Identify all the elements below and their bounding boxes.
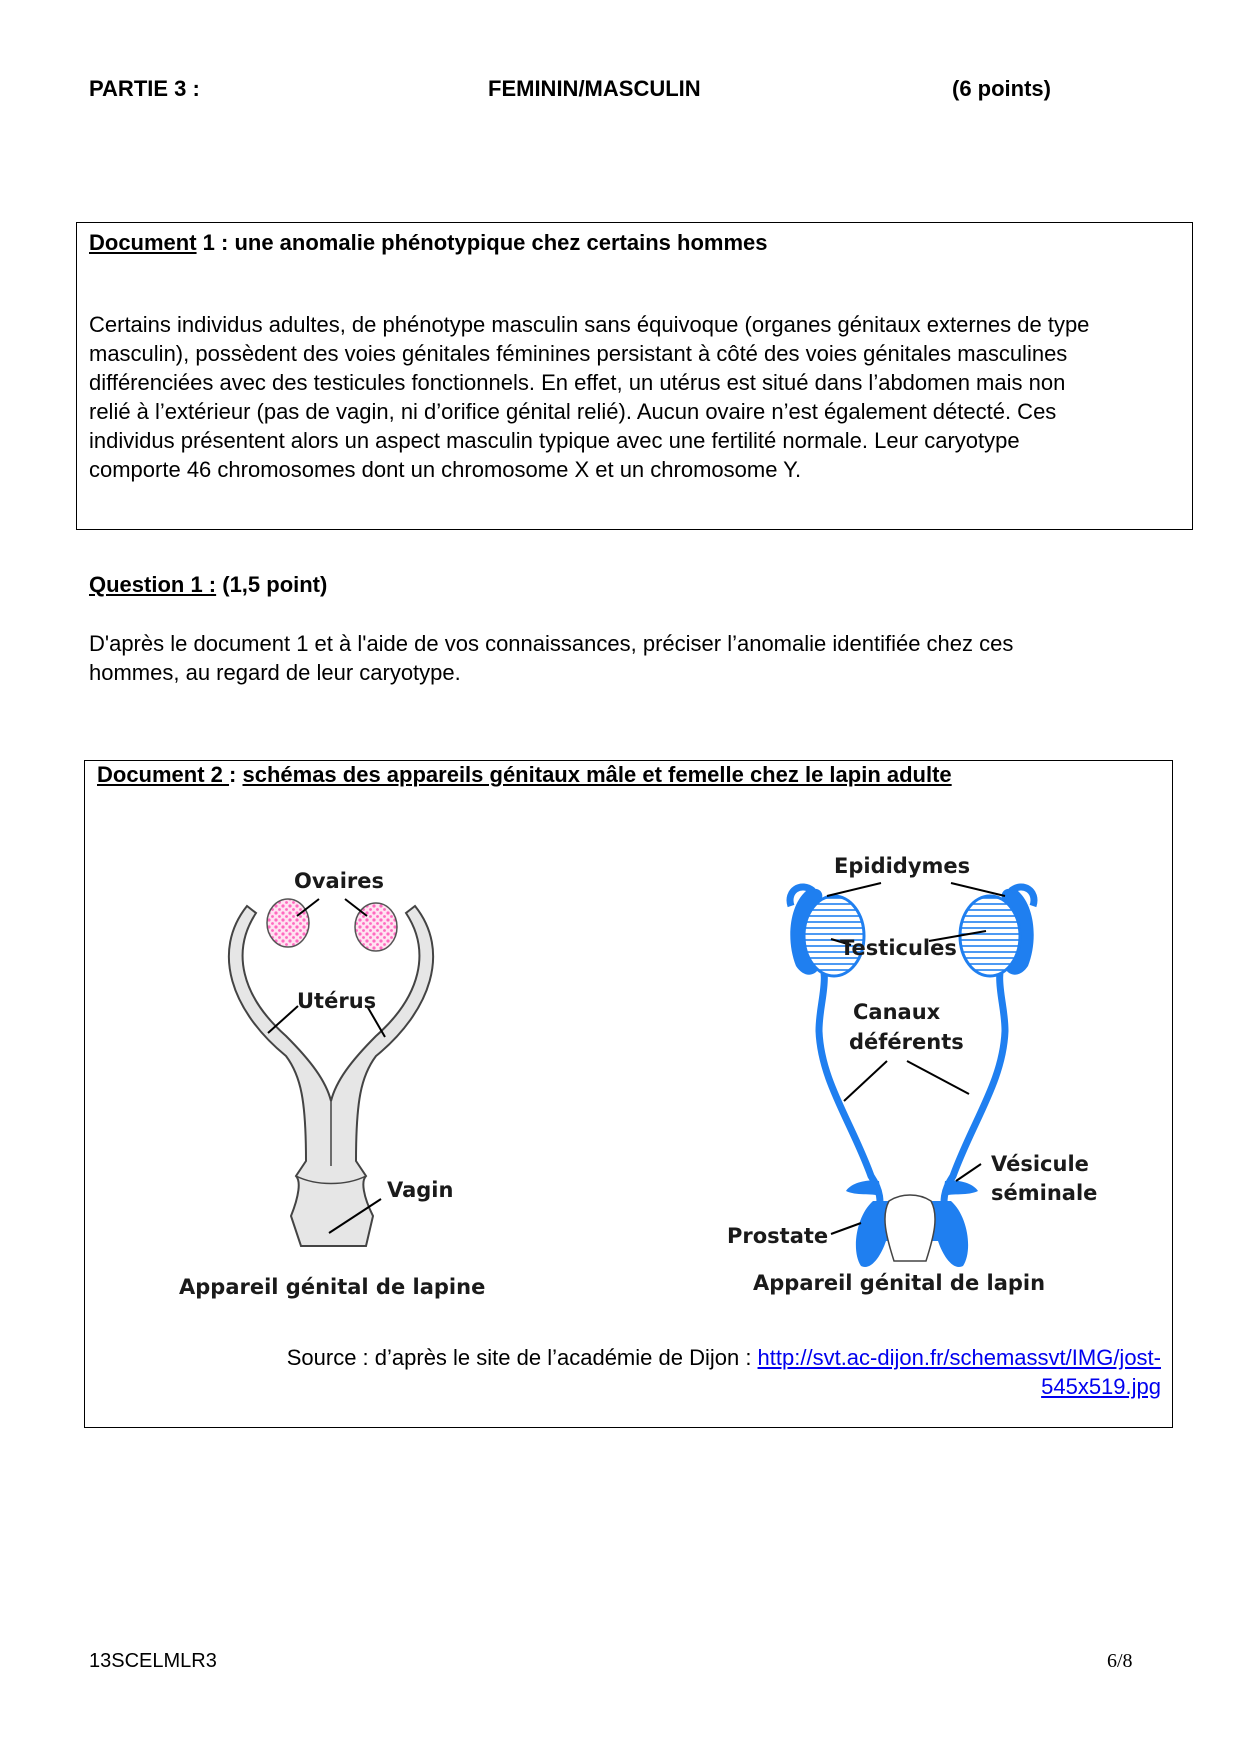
document-1-box <box>76 222 1193 530</box>
question-1-title <box>89 572 327 598</box>
question-1-text <box>89 629 1179 687</box>
pointer-vas-left <box>844 1061 887 1101</box>
label-vagin: Vagin <box>387 1178 454 1202</box>
document-1-label: Document <box>89 230 197 255</box>
document-1-line: Certains individus adultes, de phénotype masculin sans équivoque (organes génitaux externes de type <box>89 312 1090 337</box>
source-link-part-2[interactable]: 545x519.jpg <box>1041 1374 1161 1399</box>
label-canaux: Canaux <box>853 1000 941 1024</box>
label-deferents: déférents <box>849 1030 964 1054</box>
part-label: PARTIE 3 : <box>89 76 200 101</box>
document-1-text <box>89 310 1179 484</box>
document-1-line: relié à l’extérieur (pas de vagin, ni d’orifice génital relié). Aucun ovaire n’est également détecté. Ces <box>89 399 1057 424</box>
page-number: 6/8 <box>1107 1650 1133 1672</box>
document-1-line: différenciées avec des testicules fonctionnels. En effet, un utérus est situé dans l’abdomen mais non <box>89 370 1066 395</box>
label-testicules: Testicules <box>840 936 957 960</box>
pointer-epididymis-left <box>827 883 881 896</box>
document-2-label: Document 2 <box>97 762 230 787</box>
question-1-points: (1,5 point) <box>216 572 328 597</box>
question-1-line: D'après le document 1 et à l'aide de vos connaissances, préciser l’anomalie identifiée chez ces <box>89 631 1014 656</box>
document-2-source <box>161 1343 1161 1401</box>
male-caption: Appareil génital de lapin <box>753 1271 1046 1295</box>
document-2-title-text: schémas des appareils génitaux mâle et femelle chez le lapin adulte <box>242 762 952 787</box>
label-uterus: Utérus <box>297 989 377 1013</box>
document-2-box <box>84 760 1173 1428</box>
right-seminal-vesicle <box>943 1180 978 1196</box>
document-2-sep: : <box>229 762 243 787</box>
question-1-line: hommes, au regard de leur caryotype. <box>89 660 461 685</box>
left-vas-deferens <box>819 949 880 1216</box>
label-vesicule: Vésicule <box>991 1152 1089 1176</box>
part-points: (6 points) <box>952 76 1051 101</box>
rabbit-reproductive-diagram <box>85 761 1172 1427</box>
pointer-prostate <box>831 1223 861 1234</box>
female-caption: Appareil génital de lapine <box>179 1275 486 1299</box>
right-testicle <box>960 896 1020 976</box>
label-ovaires: Ovaires <box>294 869 385 893</box>
left-ovary <box>267 899 309 947</box>
urethra <box>885 1195 935 1261</box>
pointer-vas-right <box>907 1061 969 1094</box>
footer-code: 13SCELMLR3 <box>89 1650 217 1672</box>
document-1-line: individus présentent alors un aspect masculin typique avec une fertilité normale. Leur caryotype <box>89 428 1020 453</box>
label-epididymes: Epididymes <box>834 854 971 878</box>
source-text: Source : d’après le site de l’académie de Dijon : <box>286 1345 758 1370</box>
document-1-line: masculin), possèdent des voies génitales féminines persistant à côté des voies génitales masculines <box>89 341 1068 366</box>
document-1-title-text: 1 : une anomalie phénotypique chez certains hommes <box>196 230 768 255</box>
part-title: FEMININ/MASCULIN <box>488 76 701 101</box>
right-ovary <box>355 903 397 951</box>
pointer-uterus-left <box>268 1006 298 1033</box>
label-prostate: Prostate <box>727 1224 829 1248</box>
document-1-title <box>89 230 767 256</box>
left-seminal-vesicle <box>846 1180 881 1196</box>
source-link-part-1[interactable]: http://svt.ac-dijon.fr/schemassvt/IMG/jost- <box>757 1345 1161 1370</box>
label-seminale: séminale <box>991 1181 1098 1205</box>
question-1-label: Question 1 : <box>89 572 217 597</box>
pointer-epididymis-right <box>951 883 1005 896</box>
document-1-line: comporte 46 chromosomes dont un chromosome X et un chromosome Y. <box>89 457 802 482</box>
